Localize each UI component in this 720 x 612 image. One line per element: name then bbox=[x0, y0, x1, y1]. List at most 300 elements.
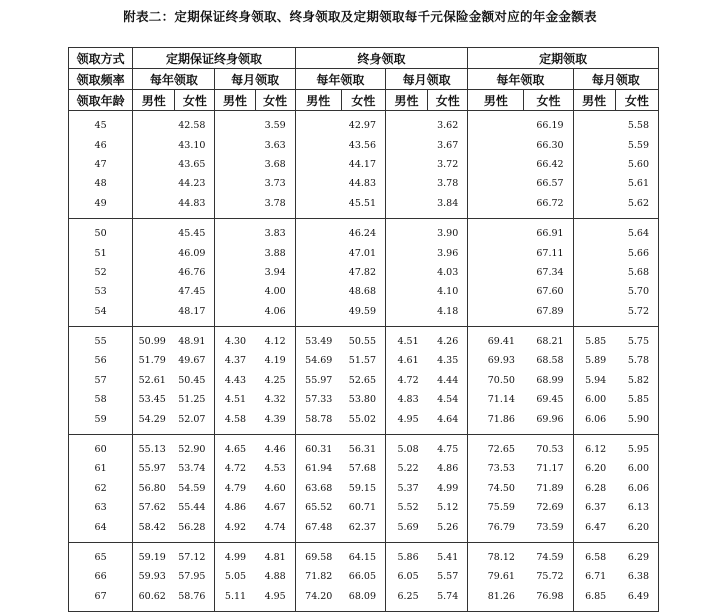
value-cell bbox=[133, 218, 175, 243]
value-cell: 4.67 bbox=[255, 498, 295, 517]
value-cell: 60.71 bbox=[341, 498, 385, 517]
age-cell: 67 bbox=[69, 587, 133, 612]
value-cell bbox=[386, 174, 428, 193]
age-cell: 61 bbox=[69, 459, 133, 478]
value-cell: 66.42 bbox=[524, 155, 573, 174]
value-cell: 5.52 bbox=[386, 498, 428, 517]
value-cell bbox=[573, 243, 615, 262]
value-cell: 76.98 bbox=[524, 587, 573, 612]
age-cell: 48 bbox=[69, 174, 133, 193]
value-cell bbox=[468, 111, 524, 136]
value-cell: 73.53 bbox=[468, 459, 524, 478]
table-row bbox=[69, 243, 659, 262]
table-row bbox=[69, 409, 659, 434]
value-cell: 65.52 bbox=[295, 498, 341, 517]
value-cell: 44.17 bbox=[341, 155, 385, 174]
value-cell: 46.24 bbox=[341, 218, 385, 243]
value-cell: 52.90 bbox=[175, 434, 215, 459]
header-lifetime: 终身领取 bbox=[295, 48, 468, 69]
value-cell: 6.05 bbox=[386, 567, 428, 586]
header-male: 男性 bbox=[468, 90, 524, 111]
table-row bbox=[69, 351, 659, 370]
value-cell bbox=[468, 155, 524, 174]
value-cell bbox=[386, 135, 428, 154]
header-annual: 每年领取 bbox=[468, 69, 573, 90]
table-body bbox=[69, 111, 659, 612]
header-male: 男性 bbox=[295, 90, 341, 111]
value-cell: 4.51 bbox=[386, 326, 428, 351]
value-cell: 71.89 bbox=[524, 479, 573, 498]
value-cell: 3.63 bbox=[255, 135, 295, 154]
value-cell: 73.59 bbox=[524, 517, 573, 542]
value-cell: 3.90 bbox=[428, 218, 468, 243]
value-cell: 5.62 bbox=[615, 194, 658, 219]
value-cell: 53.45 bbox=[133, 390, 175, 409]
value-cell: 54.59 bbox=[175, 479, 215, 498]
value-cell bbox=[215, 302, 255, 327]
table-row bbox=[69, 302, 659, 327]
value-cell: 4.95 bbox=[386, 409, 428, 434]
age-cell: 64 bbox=[69, 517, 133, 542]
header-male: 男性 bbox=[386, 90, 428, 111]
value-cell: 6.71 bbox=[573, 567, 615, 586]
value-cell: 5.05 bbox=[215, 567, 255, 586]
value-cell bbox=[386, 111, 428, 136]
value-cell bbox=[295, 218, 341, 243]
value-cell bbox=[295, 243, 341, 262]
value-cell: 74.59 bbox=[524, 542, 573, 567]
age-cell: 63 bbox=[69, 498, 133, 517]
age-cell: 58 bbox=[69, 390, 133, 409]
header-row-age-gender bbox=[69, 90, 659, 111]
value-cell bbox=[386, 155, 428, 174]
header-male: 男性 bbox=[215, 90, 255, 111]
value-cell bbox=[133, 302, 175, 327]
header-row-method bbox=[69, 48, 659, 69]
value-cell: 4.65 bbox=[215, 434, 255, 459]
value-cell: 5.94 bbox=[573, 371, 615, 390]
value-cell: 66.72 bbox=[524, 194, 573, 219]
age-cell: 62 bbox=[69, 479, 133, 498]
header-male: 男性 bbox=[573, 90, 615, 111]
age-cell: 60 bbox=[69, 434, 133, 459]
table-row bbox=[69, 371, 659, 390]
value-cell bbox=[295, 302, 341, 327]
value-cell: 52.61 bbox=[133, 371, 175, 390]
value-cell: 4.39 bbox=[255, 409, 295, 434]
value-cell: 51.57 bbox=[341, 351, 385, 370]
value-cell: 55.02 bbox=[341, 409, 385, 434]
value-cell bbox=[295, 194, 341, 219]
value-cell bbox=[295, 155, 341, 174]
value-cell: 6.49 bbox=[615, 587, 658, 612]
value-cell: 5.74 bbox=[428, 587, 468, 612]
value-cell: 75.59 bbox=[468, 498, 524, 517]
age-cell: 56 bbox=[69, 351, 133, 370]
value-cell bbox=[215, 135, 255, 154]
value-cell bbox=[133, 263, 175, 282]
value-cell bbox=[386, 218, 428, 243]
value-cell: 4.00 bbox=[255, 282, 295, 301]
value-cell bbox=[295, 174, 341, 193]
value-cell: 5.90 bbox=[615, 409, 658, 434]
value-cell bbox=[386, 302, 428, 327]
value-cell: 3.78 bbox=[428, 174, 468, 193]
table-row bbox=[69, 111, 659, 136]
value-cell bbox=[573, 302, 615, 327]
value-cell bbox=[215, 155, 255, 174]
value-cell: 5.41 bbox=[428, 542, 468, 567]
value-cell: 6.38 bbox=[615, 567, 658, 586]
value-cell bbox=[468, 194, 524, 219]
value-cell: 56.80 bbox=[133, 479, 175, 498]
value-cell: 69.41 bbox=[468, 326, 524, 351]
value-cell: 5.78 bbox=[615, 351, 658, 370]
age-cell: 55 bbox=[69, 326, 133, 351]
value-cell: 4.51 bbox=[215, 390, 255, 409]
value-cell bbox=[295, 282, 341, 301]
value-cell: 76.79 bbox=[468, 517, 524, 542]
value-cell: 4.54 bbox=[428, 390, 468, 409]
value-cell: 4.30 bbox=[215, 326, 255, 351]
age-cell: 47 bbox=[69, 155, 133, 174]
value-cell: 4.19 bbox=[255, 351, 295, 370]
value-cell bbox=[468, 282, 524, 301]
header-row-frequency bbox=[69, 69, 659, 90]
value-cell: 4.03 bbox=[428, 263, 468, 282]
value-cell: 55.97 bbox=[295, 371, 341, 390]
annuity-table bbox=[68, 47, 659, 612]
value-cell bbox=[573, 263, 615, 282]
value-cell: 52.07 bbox=[175, 409, 215, 434]
value-cell bbox=[215, 218, 255, 243]
header-female: 女性 bbox=[341, 90, 385, 111]
value-cell: 58.42 bbox=[133, 517, 175, 542]
value-cell bbox=[573, 282, 615, 301]
value-cell: 5.68 bbox=[615, 263, 658, 282]
table-row bbox=[69, 194, 659, 219]
header-female: 女性 bbox=[428, 90, 468, 111]
value-cell bbox=[573, 155, 615, 174]
value-cell: 6.00 bbox=[573, 390, 615, 409]
table-row bbox=[69, 587, 659, 612]
value-cell: 3.83 bbox=[255, 218, 295, 243]
value-cell: 5.85 bbox=[615, 390, 658, 409]
value-cell: 5.66 bbox=[615, 243, 658, 262]
value-cell: 5.59 bbox=[615, 135, 658, 154]
value-cell: 6.58 bbox=[573, 542, 615, 567]
value-cell: 64.15 bbox=[341, 542, 385, 567]
value-cell: 3.73 bbox=[255, 174, 295, 193]
value-cell: 3.72 bbox=[428, 155, 468, 174]
value-cell bbox=[468, 174, 524, 193]
value-cell: 53.80 bbox=[341, 390, 385, 409]
age-cell: 45 bbox=[69, 111, 133, 136]
header-annual: 每年领取 bbox=[133, 69, 215, 90]
value-cell bbox=[386, 243, 428, 262]
value-cell: 4.64 bbox=[428, 409, 468, 434]
value-cell: 43.65 bbox=[175, 155, 215, 174]
value-cell: 74.20 bbox=[295, 587, 341, 612]
value-cell: 4.43 bbox=[215, 371, 255, 390]
value-cell: 60.31 bbox=[295, 434, 341, 459]
value-cell bbox=[133, 282, 175, 301]
age-cell: 53 bbox=[69, 282, 133, 301]
value-cell: 4.12 bbox=[255, 326, 295, 351]
value-cell: 67.89 bbox=[524, 302, 573, 327]
value-cell: 4.53 bbox=[255, 459, 295, 478]
value-cell: 5.60 bbox=[615, 155, 658, 174]
value-cell bbox=[468, 302, 524, 327]
value-cell: 44.83 bbox=[175, 194, 215, 219]
value-cell: 46.09 bbox=[175, 243, 215, 262]
value-cell: 4.61 bbox=[386, 351, 428, 370]
value-cell: 6.00 bbox=[615, 459, 658, 478]
value-cell: 67.48 bbox=[295, 517, 341, 542]
value-cell: 58.76 bbox=[175, 587, 215, 612]
value-cell: 47.45 bbox=[175, 282, 215, 301]
header-female: 女性 bbox=[615, 90, 658, 111]
value-cell: 66.57 bbox=[524, 174, 573, 193]
value-cell: 3.88 bbox=[255, 243, 295, 262]
value-cell: 48.17 bbox=[175, 302, 215, 327]
value-cell: 59.93 bbox=[133, 567, 175, 586]
header-age-label: 领取年龄 bbox=[69, 90, 133, 111]
value-cell: 50.45 bbox=[175, 371, 215, 390]
value-cell: 4.74 bbox=[255, 517, 295, 542]
value-cell: 44.83 bbox=[341, 174, 385, 193]
value-cell bbox=[468, 243, 524, 262]
value-cell: 4.83 bbox=[386, 390, 428, 409]
value-cell: 5.08 bbox=[386, 434, 428, 459]
table-row bbox=[69, 263, 659, 282]
value-cell: 5.37 bbox=[386, 479, 428, 498]
value-cell bbox=[133, 111, 175, 136]
value-cell: 57.62 bbox=[133, 498, 175, 517]
value-cell: 4.88 bbox=[255, 567, 295, 586]
value-cell: 67.34 bbox=[524, 263, 573, 282]
value-cell bbox=[133, 174, 175, 193]
value-cell bbox=[573, 194, 615, 219]
age-cell: 65 bbox=[69, 542, 133, 567]
header-annual: 每年领取 bbox=[295, 69, 385, 90]
value-cell: 6.28 bbox=[573, 479, 615, 498]
header-monthly: 每月领取 bbox=[215, 69, 295, 90]
value-cell: 56.31 bbox=[341, 434, 385, 459]
value-cell: 5.12 bbox=[428, 498, 468, 517]
value-cell: 68.99 bbox=[524, 371, 573, 390]
table-row bbox=[69, 135, 659, 154]
table-row bbox=[69, 282, 659, 301]
value-cell: 4.72 bbox=[386, 371, 428, 390]
value-cell: 4.44 bbox=[428, 371, 468, 390]
value-cell: 70.50 bbox=[468, 371, 524, 390]
value-cell: 42.58 bbox=[175, 111, 215, 136]
value-cell: 54.29 bbox=[133, 409, 175, 434]
value-cell: 4.18 bbox=[428, 302, 468, 327]
value-cell: 5.95 bbox=[615, 434, 658, 459]
value-cell: 60.62 bbox=[133, 587, 175, 612]
value-cell: 6.06 bbox=[615, 479, 658, 498]
value-cell: 50.99 bbox=[133, 326, 175, 351]
value-cell: 4.32 bbox=[255, 390, 295, 409]
value-cell: 53.49 bbox=[295, 326, 341, 351]
value-cell: 4.79 bbox=[215, 479, 255, 498]
value-cell: 67.11 bbox=[524, 243, 573, 262]
value-cell: 4.72 bbox=[215, 459, 255, 478]
value-cell: 69.45 bbox=[524, 390, 573, 409]
value-cell: 4.06 bbox=[255, 302, 295, 327]
value-cell: 3.68 bbox=[255, 155, 295, 174]
value-cell: 49.59 bbox=[341, 302, 385, 327]
value-cell: 70.53 bbox=[524, 434, 573, 459]
value-cell: 5.82 bbox=[615, 371, 658, 390]
value-cell: 53.74 bbox=[175, 459, 215, 478]
value-cell: 57.95 bbox=[175, 567, 215, 586]
value-cell: 62.37 bbox=[341, 517, 385, 542]
table-row bbox=[69, 326, 659, 351]
value-cell: 57.68 bbox=[341, 459, 385, 478]
value-cell: 4.26 bbox=[428, 326, 468, 351]
value-cell: 6.85 bbox=[573, 587, 615, 612]
value-cell bbox=[295, 135, 341, 154]
value-cell: 51.79 bbox=[133, 351, 175, 370]
table-row bbox=[69, 479, 659, 498]
value-cell bbox=[468, 218, 524, 243]
value-cell: 78.12 bbox=[468, 542, 524, 567]
value-cell bbox=[215, 174, 255, 193]
value-cell bbox=[133, 243, 175, 262]
table-row bbox=[69, 498, 659, 517]
value-cell: 5.69 bbox=[386, 517, 428, 542]
value-cell: 68.58 bbox=[524, 351, 573, 370]
value-cell: 4.86 bbox=[428, 459, 468, 478]
value-cell: 4.95 bbox=[255, 587, 295, 612]
value-cell: 4.81 bbox=[255, 542, 295, 567]
value-cell: 45.45 bbox=[175, 218, 215, 243]
value-cell: 47.82 bbox=[341, 263, 385, 282]
value-cell bbox=[133, 155, 175, 174]
header-female: 女性 bbox=[524, 90, 573, 111]
value-cell: 50.55 bbox=[341, 326, 385, 351]
value-cell: 74.50 bbox=[468, 479, 524, 498]
value-cell: 69.96 bbox=[524, 409, 573, 434]
value-cell: 71.86 bbox=[468, 409, 524, 434]
age-cell: 50 bbox=[69, 218, 133, 243]
value-cell: 4.86 bbox=[215, 498, 255, 517]
value-cell: 56.28 bbox=[175, 517, 215, 542]
value-cell bbox=[468, 263, 524, 282]
value-cell: 54.69 bbox=[295, 351, 341, 370]
value-cell: 3.62 bbox=[428, 111, 468, 136]
value-cell: 42.97 bbox=[341, 111, 385, 136]
value-cell bbox=[295, 111, 341, 136]
value-cell: 3.94 bbox=[255, 263, 295, 282]
value-cell: 69.58 bbox=[295, 542, 341, 567]
age-cell: 51 bbox=[69, 243, 133, 262]
value-cell bbox=[215, 194, 255, 219]
value-cell: 3.78 bbox=[255, 194, 295, 219]
value-cell: 55.13 bbox=[133, 434, 175, 459]
value-cell: 6.37 bbox=[573, 498, 615, 517]
value-cell: 66.91 bbox=[524, 218, 573, 243]
value-cell: 48.68 bbox=[341, 282, 385, 301]
value-cell: 5.72 bbox=[615, 302, 658, 327]
value-cell: 66.19 bbox=[524, 111, 573, 136]
value-cell: 68.09 bbox=[341, 587, 385, 612]
age-cell: 54 bbox=[69, 302, 133, 327]
value-cell: 4.75 bbox=[428, 434, 468, 459]
value-cell: 72.69 bbox=[524, 498, 573, 517]
value-cell: 55.44 bbox=[175, 498, 215, 517]
value-cell: 4.25 bbox=[255, 371, 295, 390]
value-cell: 67.60 bbox=[524, 282, 573, 301]
value-cell bbox=[468, 135, 524, 154]
value-cell: 61.94 bbox=[295, 459, 341, 478]
value-cell: 59.15 bbox=[341, 479, 385, 498]
value-cell: 57.33 bbox=[295, 390, 341, 409]
value-cell: 5.75 bbox=[615, 326, 658, 351]
value-cell: 69.93 bbox=[468, 351, 524, 370]
value-cell: 5.11 bbox=[215, 587, 255, 612]
value-cell: 49.67 bbox=[175, 351, 215, 370]
header-male: 男性 bbox=[133, 90, 175, 111]
value-cell: 6.47 bbox=[573, 517, 615, 542]
value-cell: 6.20 bbox=[573, 459, 615, 478]
value-cell: 6.12 bbox=[573, 434, 615, 459]
value-cell: 46.76 bbox=[175, 263, 215, 282]
value-cell: 59.19 bbox=[133, 542, 175, 567]
value-cell: 44.23 bbox=[175, 174, 215, 193]
table-row bbox=[69, 517, 659, 542]
age-cell: 49 bbox=[69, 194, 133, 219]
value-cell: 6.06 bbox=[573, 409, 615, 434]
value-cell: 6.13 bbox=[615, 498, 658, 517]
value-cell: 6.25 bbox=[386, 587, 428, 612]
value-cell: 4.99 bbox=[428, 479, 468, 498]
value-cell: 5.57 bbox=[428, 567, 468, 586]
value-cell: 71.14 bbox=[468, 390, 524, 409]
table-row bbox=[69, 174, 659, 193]
value-cell: 4.92 bbox=[215, 517, 255, 542]
value-cell: 6.20 bbox=[615, 517, 658, 542]
value-cell: 47.01 bbox=[341, 243, 385, 262]
value-cell: 4.60 bbox=[255, 479, 295, 498]
value-cell: 4.35 bbox=[428, 351, 468, 370]
value-cell: 45.51 bbox=[341, 194, 385, 219]
value-cell bbox=[215, 282, 255, 301]
age-cell: 46 bbox=[69, 135, 133, 154]
value-cell: 81.26 bbox=[468, 587, 524, 612]
header-guaranteed-lifetime: 定期保证终身领取 bbox=[133, 48, 296, 69]
value-cell: 4.99 bbox=[215, 542, 255, 567]
table-row bbox=[69, 390, 659, 409]
value-cell bbox=[573, 218, 615, 243]
value-cell: 4.37 bbox=[215, 351, 255, 370]
value-cell bbox=[133, 135, 175, 154]
value-cell bbox=[386, 282, 428, 301]
value-cell: 71.82 bbox=[295, 567, 341, 586]
value-cell: 5.89 bbox=[573, 351, 615, 370]
value-cell: 71.17 bbox=[524, 459, 573, 478]
header-female: 女性 bbox=[175, 90, 215, 111]
value-cell bbox=[386, 194, 428, 219]
value-cell: 5.26 bbox=[428, 517, 468, 542]
value-cell: 4.10 bbox=[428, 282, 468, 301]
value-cell: 48.91 bbox=[175, 326, 215, 351]
value-cell: 51.25 bbox=[175, 390, 215, 409]
value-cell bbox=[573, 174, 615, 193]
